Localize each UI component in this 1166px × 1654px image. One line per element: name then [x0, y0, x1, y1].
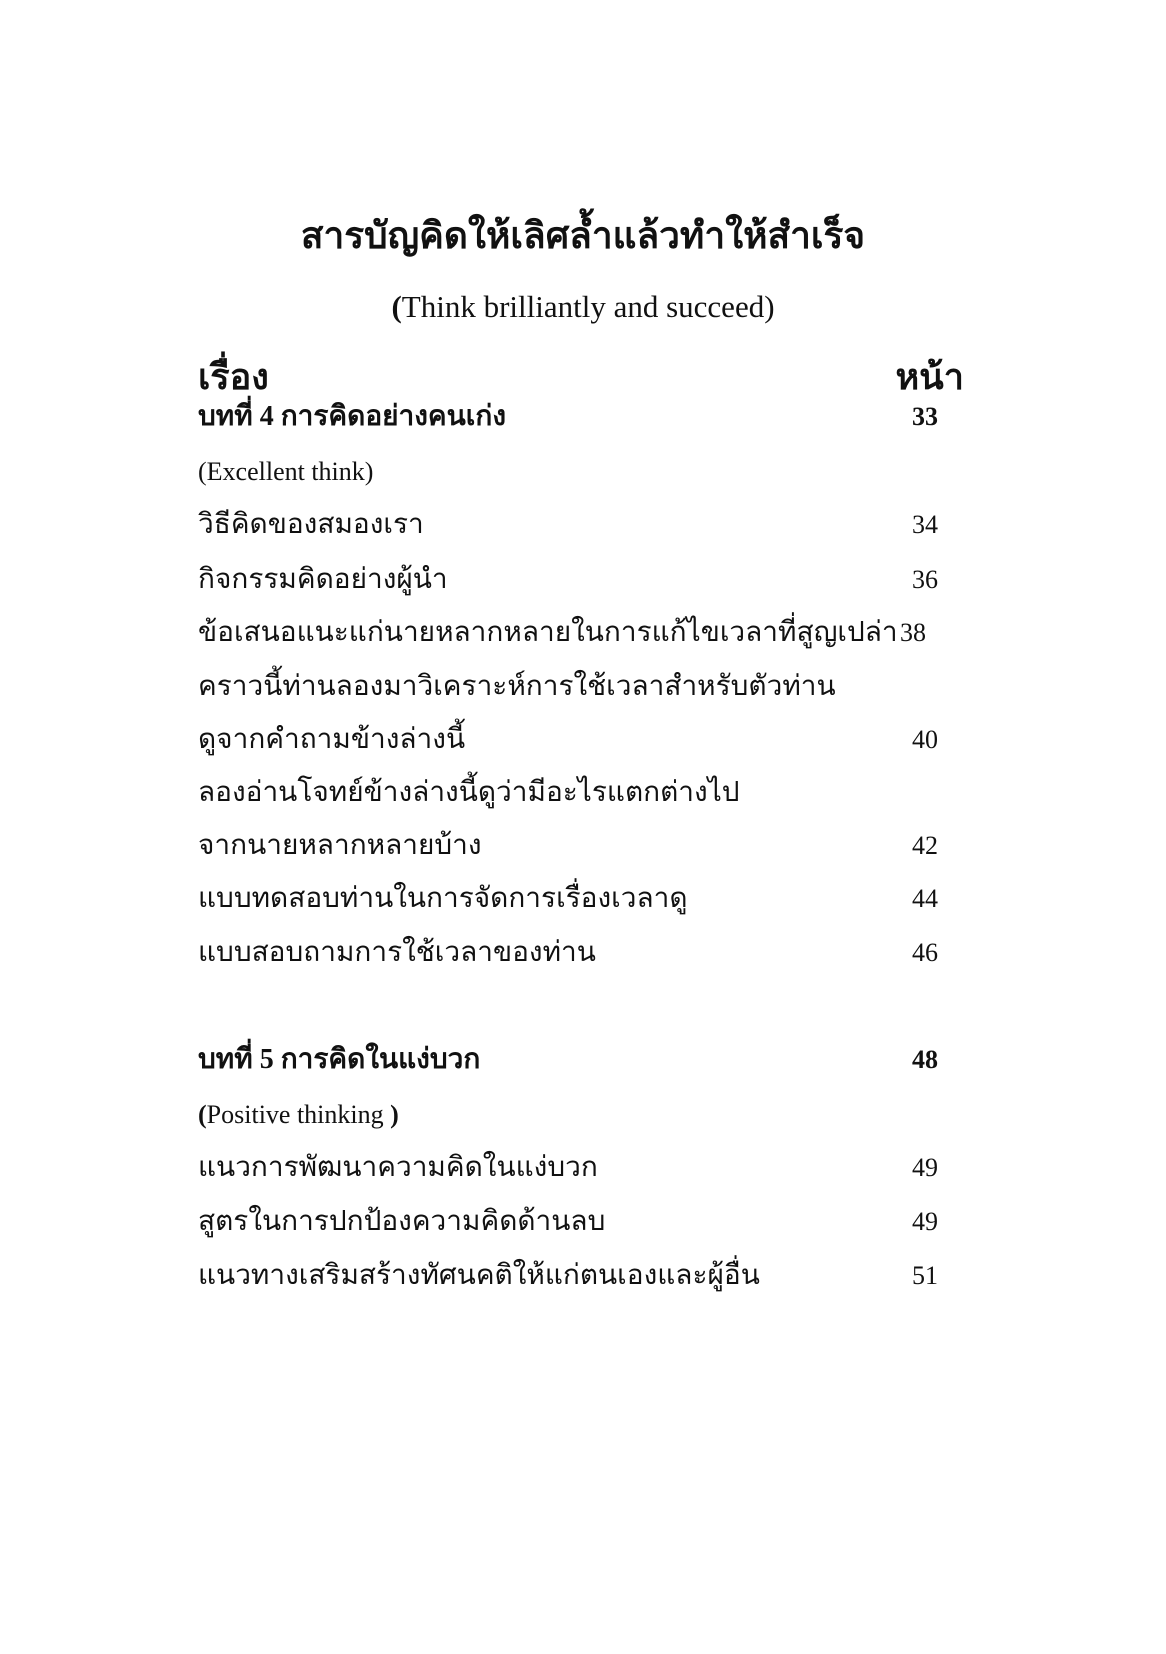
toc-entry — [198, 560, 938, 600]
chapter-4-page: 33 — [912, 402, 938, 431]
toc-entry-page: 44 — [912, 884, 938, 913]
chapter-4-english-title — [198, 452, 938, 492]
chapter-5-heading — [198, 1040, 938, 1080]
chapter-5-english-label — [198, 1095, 399, 1135]
toc-entry — [198, 667, 938, 707]
page-title: สารบัญคิดให้เลิศล้ำแล้วทำให้สำเร็จ — [300, 216, 866, 257]
chapter-4-english-label: (Excellent think) — [198, 457, 374, 486]
toc-entry-label: แบบสอบถามการใช้เวลาของท่าน — [198, 937, 596, 968]
toc-entry — [198, 720, 938, 760]
toc-entry-page: 36 — [912, 565, 938, 594]
topic-column-header: เรื่อง — [198, 357, 269, 397]
toc-entry-label: แนวทางเสริมสร้างทัศนคติให้แก่ตนเองและผู้อื่น — [198, 1260, 760, 1291]
toc-entry-label: วิธีคิดของสมองเรา — [198, 509, 424, 540]
chapter-5-english-text: Positive thinking — [206, 1100, 391, 1129]
toc-entry — [198, 1202, 938, 1242]
chapter-5-english-title — [198, 1095, 938, 1135]
toc-entry-page: 51 — [912, 1261, 938, 1290]
toc-entry-label: ดูจากคำถามข้างล่างนี้ — [198, 724, 466, 755]
toc-header — [198, 352, 964, 402]
toc-entry-page: 46 — [912, 938, 938, 967]
chapter-5-english-open-paren: ( — [198, 1100, 207, 1129]
toc-entry — [198, 613, 938, 653]
toc-entry-page: 40 — [912, 725, 938, 754]
page-column-header: หน้า — [895, 357, 964, 397]
chapter-4-title: บทที่ 4 การคิดอย่างคนเก่ง — [198, 401, 506, 432]
toc-entry-label: สูตรในการปกป้องความคิดด้านลบ — [198, 1206, 606, 1237]
toc-entry-page: 42 — [912, 831, 938, 860]
toc-entry — [198, 826, 938, 866]
subtitle-text: Think brilliantly and succeed) — [401, 289, 775, 324]
toc-entry-label: คราวนี้ท่านลองมาวิเคราะห์การใช้เวลาสำหรับตัวท่าน — [198, 671, 836, 702]
toc-entry — [198, 933, 938, 973]
toc-entry-page: 38 — [900, 618, 926, 647]
toc-entry-label: แนวการพัฒนาความคิดในแง่บวก — [198, 1152, 598, 1183]
toc-entry-page: 34 — [912, 510, 938, 539]
toc-entry — [198, 879, 938, 919]
toc-entry — [198, 1256, 938, 1296]
chapter-5-title: บทที่ 5 การคิดในแง่บวก — [198, 1044, 481, 1075]
toc-entry-label: กิจกรรมคิดอย่างผู้นำ — [198, 564, 448, 595]
toc-entry — [198, 505, 938, 545]
toc-entry — [198, 773, 938, 813]
toc-entry-label: ลองอ่านโจทย์ข้างล่างนี้ดูว่ามีอะไรแตกต่างไป — [198, 777, 740, 808]
page-subtitle — [0, 287, 1166, 327]
chapter-4-heading — [198, 397, 938, 437]
toc-entry-page: 49 — [912, 1153, 938, 1182]
chapter-5-english-close-paren: ) — [390, 1100, 399, 1129]
toc-entry-label: แบบทดสอบท่านในการจัดการเรื่องเวลาดู — [198, 883, 688, 914]
chapter-5-page: 48 — [912, 1045, 938, 1074]
subtitle-open-paren: ( — [391, 289, 402, 324]
toc-entry-page: 49 — [912, 1207, 938, 1236]
toc-entry — [198, 1148, 938, 1188]
toc-entry-label: จากนายหลากหลายบ้าง — [198, 830, 482, 861]
toc-entry-label: ข้อเสนอแนะแก่นายหลากหลายในการแก้ไขเวลาที่สูญเปล่า — [198, 617, 898, 648]
